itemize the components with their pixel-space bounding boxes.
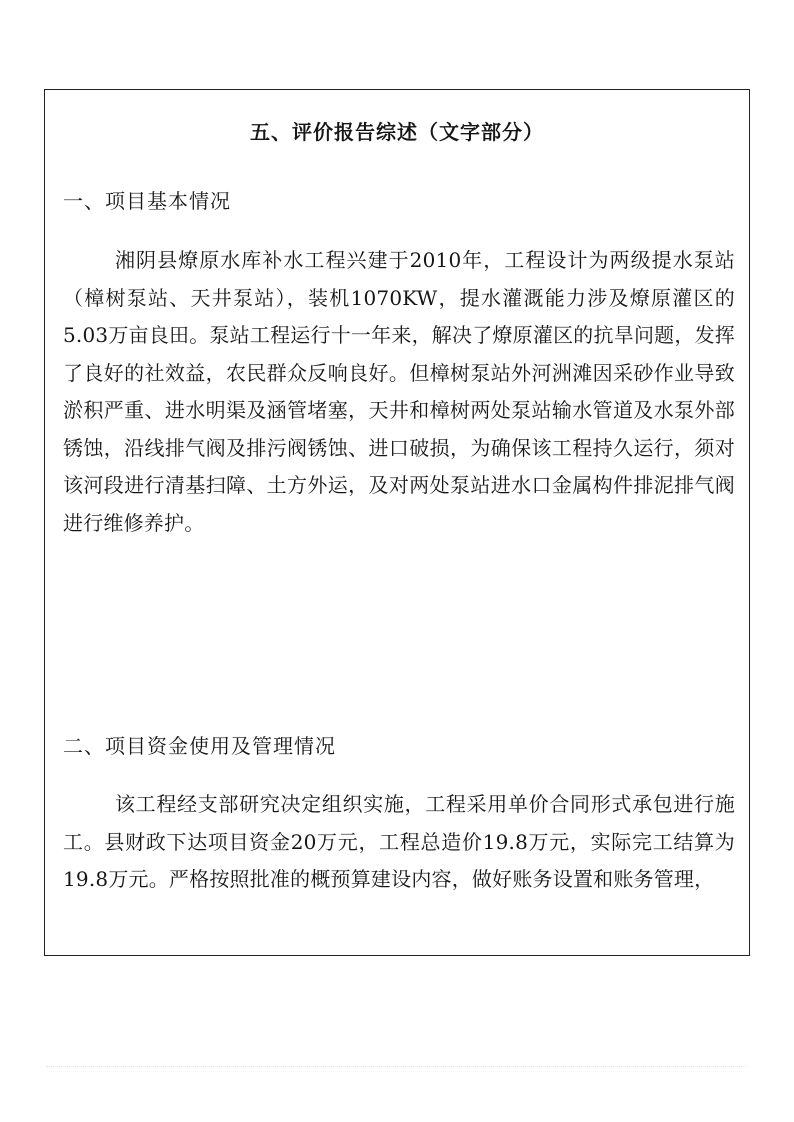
section-title: 五、评价报告综述（文字部分） (250, 120, 544, 144)
section-2-heading: 二、项目资金使用及管理情况 (63, 734, 336, 758)
section-1-paragraph: 湘阴县燎原水库补水工程兴建于2010年，工程设计为两级提水泵站（樟树泵站、天井泵站），装机1070KW，提水灌溉能力涉及燎原灌区的5.03万亩良田。泵站工程运行十一年来，解决了燎原灌区的抗旱问题，发挥了良好的社效益，农民群众反响良好。但樟树泵站外河洲滩因采砂作业导致淤积严重、进水明渠及涵管堵塞，天井和樟树两处泵站输水管道及水泵外部锈蚀，沿线排气阀及排污阀锈蚀、进口破损，为确保该工程持久运行，须对该河段进行清基扫障、土方外运，及对两处泵站进水口金属构件排泥排气阀进行维修养护。 (63, 248, 735, 535)
report-frame (44, 89, 750, 956)
page-bottom-bleed (46, 1066, 746, 1077)
section-2-paragraph: 该工程经支部研究决定组织实施，工程采用单价合同形式承包进行施工。县财政下达项目资金20万元，工程总造价19.8万元，实际完工结算为19.8万元。严格按照批准的概预算建设内容，做好账务设置和账务管理， (63, 792, 735, 891)
section-1-heading: 一、项目基本情况 (63, 189, 231, 213)
